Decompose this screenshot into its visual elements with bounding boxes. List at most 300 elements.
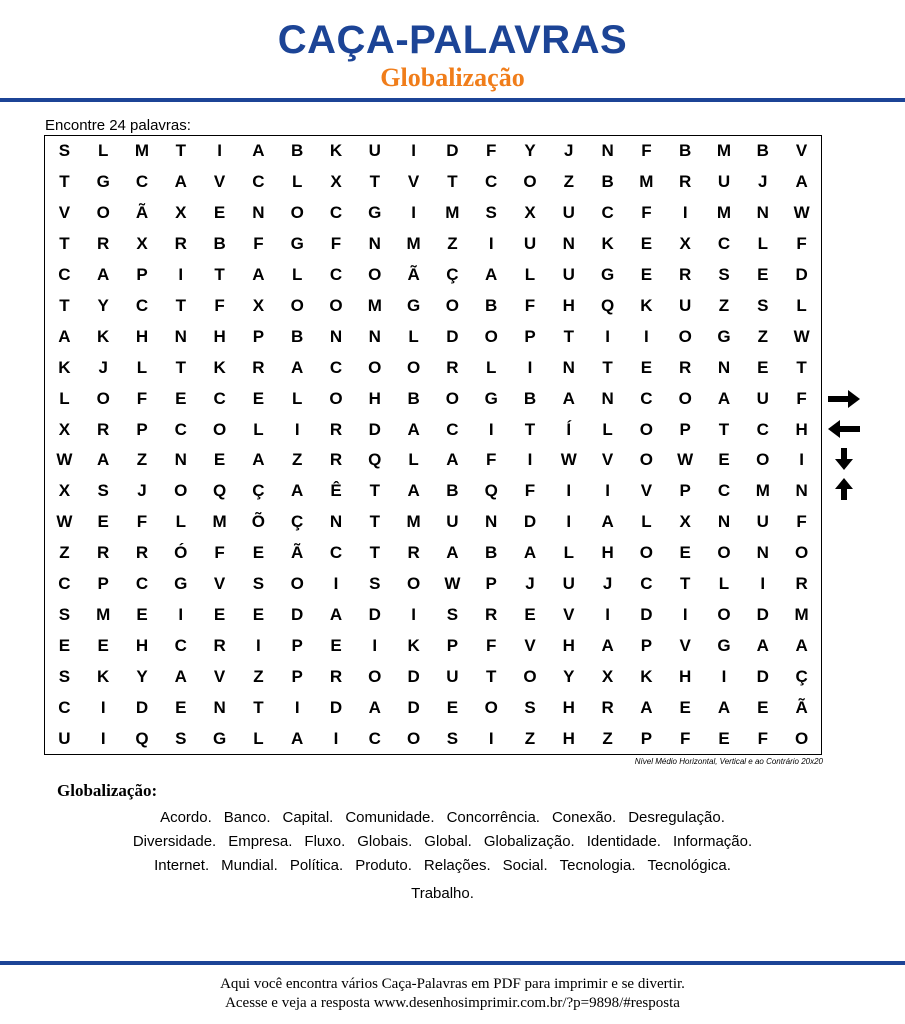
grid-cell[interactable]: B [679,141,692,161]
grid-cell[interactable]: T [486,666,497,686]
grid-cell[interactable]: I [721,666,727,686]
grid-cell[interactable]: A [601,635,614,655]
grid-cell[interactable]: F [796,234,807,254]
grid-cell[interactable]: R [407,543,420,563]
grid-cell[interactable]: W [793,326,810,346]
grid-cell[interactable]: E [757,357,769,377]
grid-cell[interactable]: C [329,357,343,377]
grid-cell[interactable]: A [717,697,731,717]
grid-cell[interactable]: A [97,265,110,285]
grid-cell[interactable]: E [136,604,148,624]
grid-cell[interactable]: J [137,481,147,501]
grid-cell[interactable]: C [485,172,498,192]
grid-cell[interactable]: S [175,728,187,748]
grid-cell[interactable]: O [329,295,343,315]
grid-cell[interactable]: F [486,141,497,161]
grid-cell[interactable]: V [524,635,536,655]
grid-cell[interactable]: Ç [291,512,304,532]
grid-cell[interactable]: Ã [795,697,808,717]
grid-cell[interactable]: E [757,265,769,285]
grid-cell[interactable]: V [640,481,653,501]
grid-cell[interactable]: K [407,635,420,655]
grid-cell[interactable]: E [330,635,342,655]
grid-cell[interactable]: Q [135,728,149,748]
grid-cell[interactable]: T [59,295,70,315]
grid-cell[interactable]: A [756,635,769,655]
grid-cell[interactable]: T [447,172,458,192]
grid-cell[interactable]: L [292,265,303,285]
grid-cell[interactable]: X [175,203,187,223]
grid-cell[interactable]: O [523,666,537,686]
grid-cell[interactable]: L [253,728,264,748]
grid-cell[interactable]: I [333,574,339,594]
grid-cell[interactable]: Z [253,666,264,686]
grid-cell[interactable]: J [758,172,768,192]
grid-cell[interactable]: D [329,697,343,717]
grid-cell[interactable]: T [59,234,70,254]
grid-cell[interactable]: F [330,234,342,254]
grid-cell[interactable]: Z [718,295,730,315]
grid-cell[interactable]: B [291,326,304,346]
grid-cell[interactable]: A [368,697,381,717]
grid-cell[interactable]: U [368,141,381,161]
grid-cell[interactable]: I [178,265,184,285]
grid-cell[interactable]: N [485,512,498,532]
grid-cell[interactable]: B [485,295,498,315]
grid-cell[interactable]: B [485,543,498,563]
grid-cell[interactable]: M [639,172,654,192]
grid-cell[interactable]: R [174,234,187,254]
grid-cell[interactable]: R [679,357,692,377]
grid-cell[interactable]: S [97,481,109,501]
grid-cell[interactable]: H [679,666,692,686]
grid-cell[interactable]: A [485,265,498,285]
grid-cell[interactable]: E [213,203,226,223]
grid-cell[interactable]: S [58,666,71,686]
grid-cell[interactable]: I [682,604,688,624]
grid-cell[interactable]: A [97,450,110,470]
grid-cell[interactable]: K [640,666,653,686]
grid-cell[interactable]: P [485,574,497,594]
grid-cell[interactable]: U [58,728,71,748]
grid-cell[interactable]: F [486,635,497,655]
grid-cell[interactable]: P [136,419,148,439]
grid-cell[interactable]: P [679,419,691,439]
grid-cell[interactable]: H [368,388,381,408]
grid-cell[interactable]: N [717,357,731,377]
grid-cell[interactable]: R [329,419,343,439]
grid-cell[interactable]: N [562,234,575,254]
grid-cell[interactable]: S [446,728,459,748]
grid-cell[interactable]: V [58,203,71,223]
grid-cell[interactable]: V [213,172,226,192]
grid-cell[interactable]: M [755,481,770,501]
grid-cell[interactable]: G [368,203,382,223]
grid-cell[interactable]: Ã [135,203,149,223]
grid-cell[interactable]: O [406,728,421,748]
grid-cell[interactable]: X [58,419,71,439]
grid-cell[interactable]: L [98,141,109,161]
grid-cell[interactable]: I [605,326,610,346]
grid-cell[interactable]: Ç [795,666,808,686]
grid-cell[interactable]: R [97,543,110,563]
letter-grid[interactable] [44,135,822,755]
grid-cell[interactable]: I [566,481,572,501]
grid-cell[interactable]: I [294,419,300,439]
grid-cell[interactable]: O [639,419,653,439]
grid-cell[interactable]: J [525,574,535,594]
grid-cell[interactable]: R [329,450,343,470]
grid-cell[interactable]: U [717,172,731,192]
grid-cell[interactable]: O [290,203,304,223]
grid-cell[interactable]: P [640,728,653,748]
grid-cell[interactable]: C [329,265,343,285]
grid-cell[interactable]: E [524,604,536,624]
grid-cell[interactable]: B [213,234,226,254]
grid-cell[interactable]: A [601,512,614,532]
grid-cell[interactable]: C [135,295,149,315]
grid-cell[interactable]: U [446,666,459,686]
grid-cell[interactable]: L [59,388,70,408]
grid-cell[interactable]: M [716,203,732,223]
grid-cell[interactable]: I [333,728,339,748]
grid-cell[interactable]: E [757,697,769,717]
grid-cell[interactable]: D [446,326,459,346]
grid-cell[interactable]: U [446,512,459,532]
grid-cell[interactable]: E [446,697,459,717]
grid-cell[interactable]: F [486,450,497,470]
grid-cell[interactable]: R [329,666,343,686]
grid-cell[interactable]: C [640,388,653,408]
grid-cell[interactable]: A [640,697,653,717]
grid-cell[interactable]: T [680,574,691,594]
grid-cell[interactable]: F [524,481,536,501]
grid-cell[interactable]: A [58,326,71,346]
grid-cell[interactable]: E [679,697,691,717]
grid-cell[interactable]: J [564,141,574,161]
grid-cell[interactable]: T [369,512,380,532]
grid-cell[interactable]: I [372,635,378,655]
grid-cell[interactable]: M [794,604,809,624]
grid-cell[interactable]: S [369,574,381,594]
grid-cell[interactable]: U [562,203,575,223]
grid-cell[interactable]: S [252,574,265,594]
grid-cell[interactable]: A [291,728,304,748]
grid-cell[interactable]: N [601,388,614,408]
grid-cell[interactable]: F [796,512,807,532]
grid-cell[interactable]: A [252,141,265,161]
grid-cell[interactable]: K [640,295,653,315]
grid-cell[interactable]: I [178,604,184,624]
grid-cell[interactable]: F [757,728,768,748]
grid-cell[interactable]: A [291,357,304,377]
grid-cell[interactable]: G [174,574,188,594]
grid-cell[interactable]: D [640,604,653,624]
grid-cell[interactable]: R [679,172,692,192]
grid-cell[interactable]: Z [602,728,613,748]
grid-cell[interactable]: C [135,172,149,192]
grid-cell[interactable]: P [446,635,459,655]
grid-cell[interactable]: D [756,666,769,686]
grid-cell[interactable]: Z [59,543,70,563]
grid-cell[interactable]: D [368,604,381,624]
grid-cell[interactable]: W [560,450,577,470]
grid-cell[interactable]: V [213,666,226,686]
grid-cell[interactable]: O [406,574,421,594]
grid-cell[interactable]: X [601,666,614,686]
grid-cell[interactable]: F [136,512,148,532]
grid-cell[interactable]: A [795,172,808,192]
grid-cell[interactable]: A [717,388,731,408]
grid-cell[interactable]: Y [563,666,575,686]
grid-cell[interactable]: W [56,512,73,532]
grid-cell[interactable]: E [252,543,265,563]
grid-cell[interactable]: E [640,234,653,254]
grid-cell[interactable]: F [641,141,652,161]
grid-cell[interactable]: L [718,574,730,594]
grid-cell[interactable]: P [679,481,691,501]
grid-cell[interactable]: O [756,450,770,470]
grid-cell[interactable]: T [369,543,380,563]
grid-cell[interactable]: O [174,481,188,501]
grid-cell[interactable]: S [485,203,497,223]
grid-cell[interactable]: T [214,265,225,285]
grid-cell[interactable]: Ã [291,543,304,563]
grid-cell[interactable]: R [135,543,149,563]
grid-cell[interactable]: D [795,265,808,285]
grid-cell[interactable]: C [329,543,343,563]
grid-cell[interactable]: N [562,357,575,377]
grid-cell[interactable]: Q [212,481,227,501]
grid-cell[interactable]: X [58,481,71,501]
grid-cell[interactable]: O [368,357,382,377]
grid-cell[interactable]: Ó [174,543,188,563]
grid-cell[interactable]: N [252,203,265,223]
grid-cell[interactable]: R [795,574,808,594]
grid-cell[interactable]: C [640,574,653,594]
grid-cell[interactable]: O [794,728,809,748]
grid-cell[interactable]: M [406,234,421,254]
grid-cell[interactable]: S [524,697,536,717]
grid-cell[interactable]: A [407,481,420,501]
grid-cell[interactable]: I [256,635,261,655]
grid-cell[interactable]: L [408,450,419,470]
grid-cell[interactable]: O [445,388,459,408]
grid-cell[interactable]: E [718,450,730,470]
grid-cell[interactable]: T [175,141,186,161]
grid-cell[interactable]: N [368,234,381,254]
grid-cell[interactable]: C [446,419,459,439]
grid-cell[interactable]: B [407,388,420,408]
grid-cell[interactable]: E [252,604,265,624]
grid-cell[interactable]: S [58,141,71,161]
grid-cell[interactable]: V [679,635,691,655]
grid-cell[interactable]: Y [136,666,148,686]
grid-cell[interactable]: Q [484,481,498,501]
grid-cell[interactable]: I [217,141,222,161]
grid-cell[interactable]: N [329,326,343,346]
grid-cell[interactable]: I [527,450,533,470]
grid-cell[interactable]: H [135,326,149,346]
grid-cell[interactable]: R [485,604,498,624]
grid-cell[interactable]: A [174,172,187,192]
grid-cell[interactable]: C [717,481,731,501]
grid-cell[interactable]: V [407,172,420,192]
grid-cell[interactable]: J [98,357,108,377]
grid-cell[interactable]: I [488,728,494,748]
grid-cell[interactable]: A [523,543,537,563]
grid-cell[interactable]: U [756,512,769,532]
grid-cell[interactable]: D [368,419,381,439]
grid-cell[interactable]: O [717,604,731,624]
grid-cell[interactable]: C [58,574,71,594]
grid-cell[interactable]: X [679,234,691,254]
grid-cell[interactable]: N [368,326,381,346]
grid-cell[interactable]: N [795,481,808,501]
grid-cell[interactable]: E [640,357,653,377]
grid-cell[interactable]: D [407,666,420,686]
grid-cell[interactable]: O [329,388,343,408]
grid-cell[interactable]: A [174,666,187,686]
grid-cell[interactable]: C [135,574,149,594]
grid-cell[interactable]: K [97,326,110,346]
grid-cell[interactable]: I [760,574,766,594]
grid-cell[interactable]: T [175,295,186,315]
grid-cell[interactable]: A [562,388,575,408]
grid-cell[interactable]: Z [563,172,574,192]
grid-cell[interactable]: E [679,543,691,563]
grid-cell[interactable]: L [757,234,768,254]
grid-cell[interactable]: D [291,604,304,624]
grid-cell[interactable]: I [566,512,572,532]
grid-cell[interactable]: F [641,203,652,223]
grid-cell[interactable]: O [290,574,304,594]
grid-cell[interactable]: L [563,543,574,563]
grid-cell[interactable]: N [174,326,187,346]
grid-cell[interactable]: S [446,604,459,624]
grid-cell[interactable]: T [175,357,186,377]
grid-cell[interactable]: K [601,234,614,254]
grid-cell[interactable]: O [678,388,692,408]
grid-cell[interactable]: C [368,728,381,748]
grid-cell[interactable]: V [601,450,614,470]
grid-cell[interactable]: F [680,728,691,748]
grid-cell[interactable]: T [796,357,807,377]
grid-cell[interactable]: H [562,728,575,748]
grid-cell[interactable]: E [97,512,109,532]
grid-cell[interactable]: M [367,295,382,315]
grid-cell[interactable]: P [291,635,303,655]
grid-cell[interactable]: L [641,512,652,532]
grid-cell[interactable]: V [563,604,575,624]
grid-cell[interactable]: G [717,326,731,346]
grid-cell[interactable]: Ã [407,265,420,285]
grid-cell[interactable]: W [56,450,73,470]
grid-cell[interactable]: C [756,419,769,439]
grid-cell[interactable]: U [562,574,575,594]
grid-cell[interactable]: C [601,203,614,223]
grid-cell[interactable]: Z [447,234,458,254]
grid-cell[interactable]: O [639,450,653,470]
grid-cell[interactable]: M [716,141,732,161]
grid-cell[interactable]: B [291,141,304,161]
grid-cell[interactable]: G [717,635,731,655]
grid-cell[interactable]: T [718,419,730,439]
grid-cell[interactable]: N [601,141,614,161]
grid-cell[interactable]: L [175,512,186,532]
grid-cell[interactable]: M [134,141,150,161]
grid-cell[interactable]: A [446,543,459,563]
grid-cell[interactable]: I [488,234,494,254]
grid-cell[interactable]: I [411,141,416,161]
grid-cell[interactable]: Z [757,326,768,346]
grid-cell[interactable]: Y [97,295,109,315]
grid-cell[interactable]: I [294,697,300,717]
grid-cell[interactable]: H [213,326,226,346]
grid-cell[interactable]: M [212,512,227,532]
grid-cell[interactable]: K [329,141,343,161]
grid-cell[interactable]: G [290,234,304,254]
grid-cell[interactable]: X [679,512,691,532]
grid-cell[interactable]: A [329,604,343,624]
grid-cell[interactable]: R [252,357,265,377]
grid-cell[interactable]: S [718,265,730,285]
grid-cell[interactable]: G [484,388,498,408]
grid-cell[interactable]: C [174,419,187,439]
grid-cell[interactable]: A [291,481,304,501]
grid-cell[interactable]: B [446,481,459,501]
grid-cell[interactable]: F [796,388,807,408]
grid-cell[interactable]: A [252,450,265,470]
grid-cell[interactable]: Õ [251,512,265,532]
grid-cell[interactable]: V [213,574,226,594]
grid-cell[interactable]: P [640,635,653,655]
grid-cell[interactable]: H [562,635,575,655]
grid-cell[interactable]: L [408,326,419,346]
grid-cell[interactable]: S [757,295,769,315]
grid-cell[interactable]: N [329,512,343,532]
grid-cell[interactable]: O [96,203,110,223]
grid-cell[interactable]: I [605,481,610,501]
grid-cell[interactable]: H [135,635,149,655]
grid-cell[interactable]: I [799,450,804,470]
grid-cell[interactable]: L [486,357,497,377]
grid-cell[interactable]: X [330,172,342,192]
grid-cell[interactable]: U [756,388,769,408]
grid-cell[interactable]: O [406,357,421,377]
grid-cell[interactable]: W [444,574,461,594]
grid-cell[interactable]: N [213,697,226,717]
grid-cell[interactable]: I [682,203,688,223]
grid-cell[interactable]: L [292,388,303,408]
grid-cell[interactable]: U [562,265,575,285]
grid-cell[interactable]: N [174,450,187,470]
grid-cell[interactable]: O [523,172,537,192]
grid-cell[interactable]: F [214,543,225,563]
grid-cell[interactable]: I [488,419,494,439]
grid-cell[interactable]: Ç [446,265,459,285]
grid-cell[interactable]: K [213,357,226,377]
grid-cell[interactable]: U [679,295,692,315]
grid-cell[interactable]: I [100,697,106,717]
grid-cell[interactable]: B [523,388,537,408]
grid-cell[interactable]: S [58,604,71,624]
grid-cell[interactable]: I [527,357,533,377]
grid-cell[interactable]: K [58,357,71,377]
grid-cell[interactable]: P [252,326,265,346]
grid-cell[interactable]: C [58,265,71,285]
grid-cell[interactable]: U [523,234,537,254]
